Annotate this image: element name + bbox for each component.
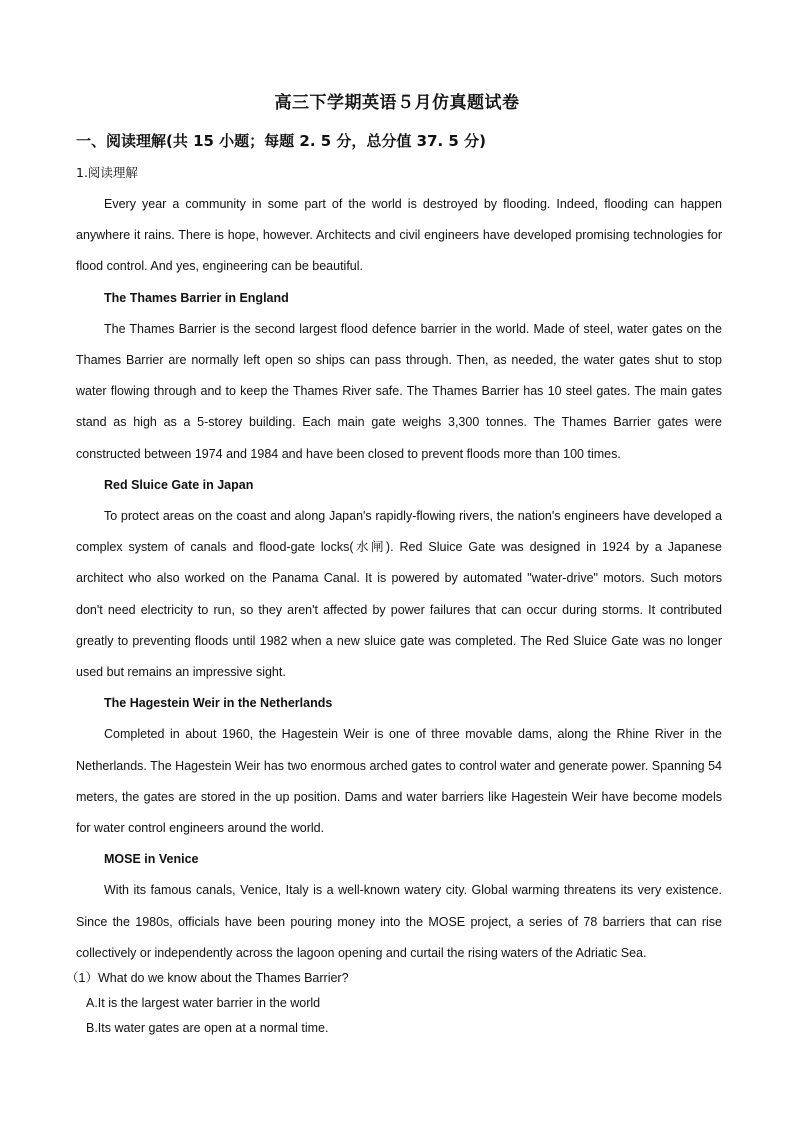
answer-option-a[interactable]: A.It is the largest water barrier in the world (86, 996, 321, 1010)
question-block (66, 966, 726, 1041)
question-stem: （1）What do we know about the Thames Barrier? (66, 971, 349, 985)
section-heading: 一、阅读理解(共 15 小题；每题 2. 5 分，总分值 37. 5 分) (76, 132, 486, 150)
passage-subheading: The Hagestein Weir in the Netherlands (104, 696, 333, 711)
reading-passage (76, 189, 722, 969)
page-title: 高三下学期英语５月仿真题试卷 (274, 93, 520, 113)
passage-paragraph: To protect areas on the coast and along Japan's rapidly-flowing rivers, the nation's engineers have developed a complex system of canals and flood-gate locks(水闸). Red Sluice Gate was designed in 1924 by a Japanese architect who also worked on the Panama Canal. It is powered by automated "water-drive" motors. Such motors don't need electricity to run, so they aren't affected by power failures that can occur during storms. It contributed greatly to preventing floods until 1982 when a new sluice gate was completed. The Red Sluice Gate was no longer used but remains an impressive sight. (76, 509, 722, 680)
passage-subheading: MOSE in Venice (104, 852, 199, 867)
question-label: 1.阅读理解 (76, 165, 138, 180)
passage-paragraph: With its famous canals, Venice, Italy is a well-known watery city. Global warming threatens its very existence. Since the 1980s, officials have been pouring money into the MOSE project, a series of 78 barriers that can rise collectively or independently across the lagoon opening and curtail the rising waters of the Adriatic Sea. (76, 883, 722, 960)
passage-paragraph: The Thames Barrier is the second largest flood defence barrier in the world. Made of steel, water gates on the Thames Barrier are normally left open so ships can pass through. Then, as needed, the water gates shut to stop water flowing through and to keep the Thames River safe. The Thames Barrier has 10 steel gates. The main gates stand as high as a 5-storey building. Each main gate weighs 3,300 tonnes. The Thames Barrier gates were constructed between 1974 and 1984 and have been closed to prevent floods more than 100 times. (76, 321, 722, 461)
answer-option-b[interactable]: B.Its water gates are open at a normal time. (86, 1021, 329, 1035)
passage-paragraph: Completed in about 1960, the Hagestein Weir is one of three movable dams, along the Rhine River in the Netherlands. The Hagestein Weir has two enormous arched gates to control water and generate power. Spanning 54 meters, the gates are stored in the up position. Dams and water barriers like Hagestein Weir have become models for water control engineers around the world. (76, 727, 722, 836)
passage-subheading: Red Sluice Gate in Japan (104, 477, 254, 492)
passage-paragraph: Every year a community in some part of the world is destroyed by flooding. Indeed, flooding can happen anywhere it rains. There is hope, however. Architects and civil engineers have developed promising technologies for flood control. And yes, engineering can be beautiful. (76, 197, 722, 274)
passage-subheading: The Thames Barrier in England (104, 290, 289, 305)
